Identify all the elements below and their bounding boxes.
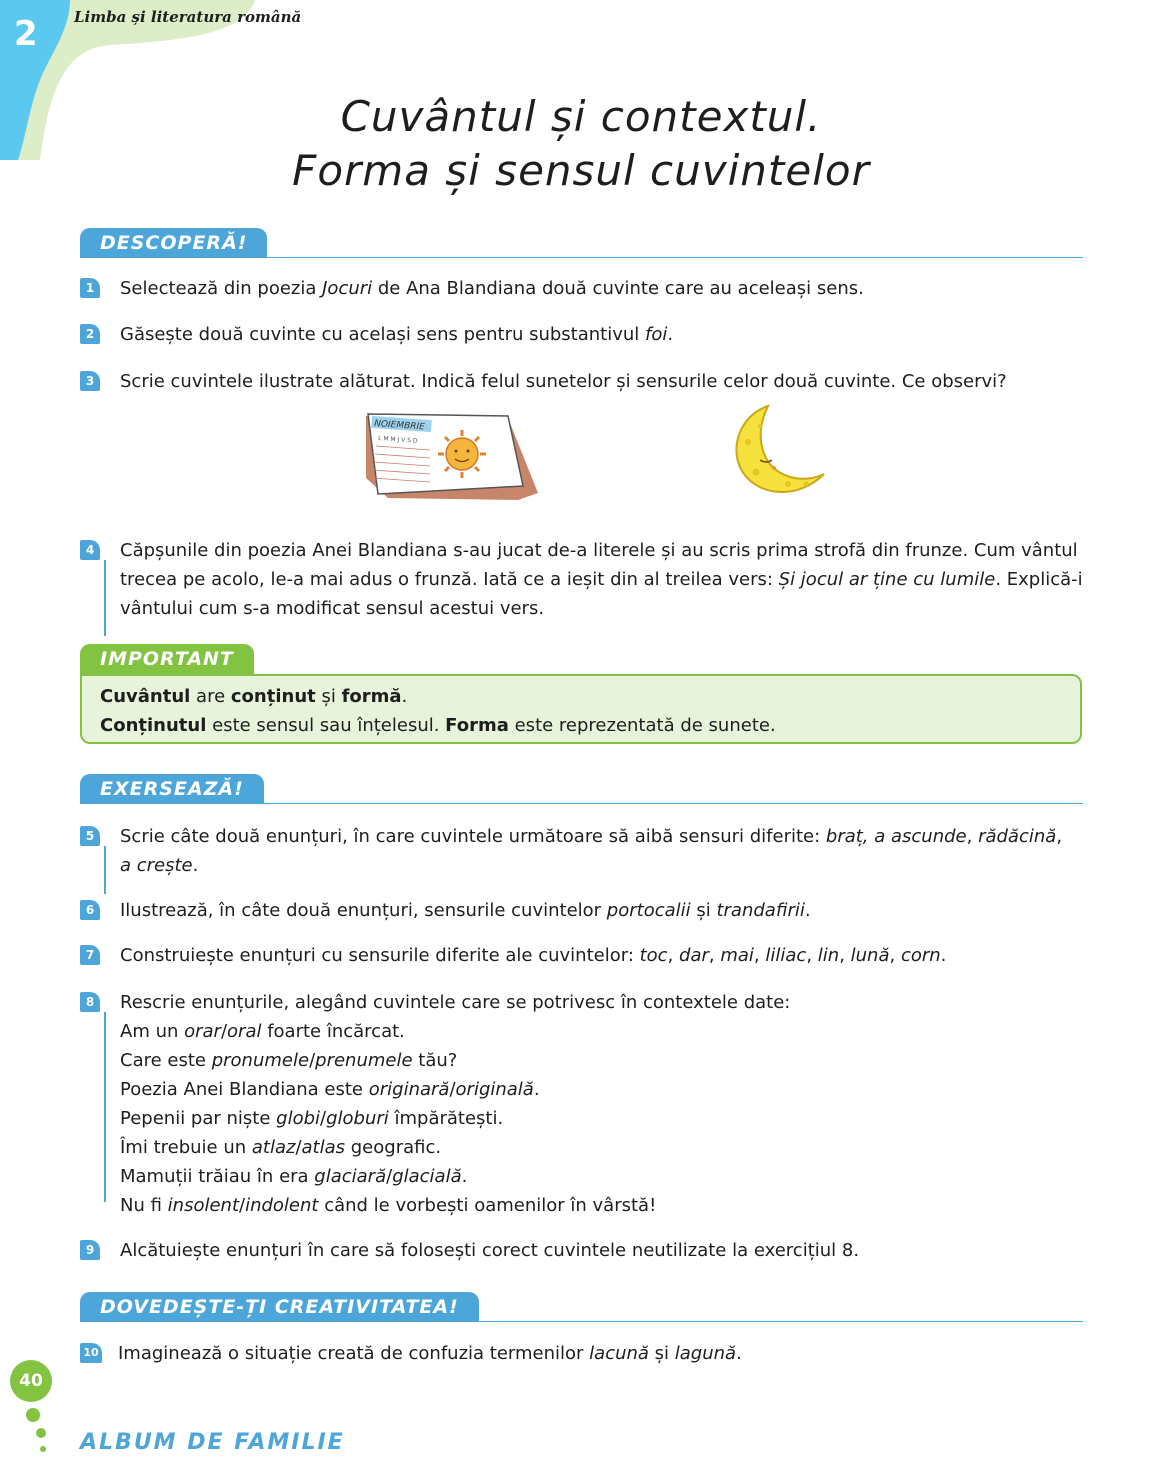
exercise-number: 9 <box>80 1240 100 1260</box>
exercise-8-line: Pepenii par niște globi/globuri împărătești. <box>120 1108 504 1129</box>
section-exerseaza-label: EXERSEAZĂ! <box>80 774 264 804</box>
calendar-month: NOIEMBRIE <box>373 419 426 433</box>
exercise-number: 8 <box>80 992 100 1012</box>
exercise-3 <box>80 367 1084 396</box>
exercise-8-line: Care este pronumele/prenumele tău? <box>120 1050 458 1071</box>
exercise-text: . Explică-i vântului cum s-a modificat sensul acestui vers. <box>120 569 1083 619</box>
exercise-number: 1 <box>80 278 100 298</box>
exercise-1 <box>80 274 1084 303</box>
exercise-text: Rescrie enunțurile, alegând cuvintele care se potrivesc în contextele date: <box>120 992 791 1013</box>
exercise-8-line: Nu fi insolent/indolent când le vorbești oamenilor în vârstă! <box>120 1195 657 1216</box>
exercise-8 <box>80 988 1084 1220</box>
exercise-9: 9 Alcătuiește enunțuri în care să folosești corect cuvintele neutilizate la exercițiul 8. <box>80 1236 1084 1265</box>
exercise-5: 5 Scrie câte două enunțuri, în care cuvintele următoare să aibă sensuri diferite: braț, a ascunde, rădăcină, a crește. <box>80 822 1084 880</box>
exercise-bar <box>104 1012 106 1202</box>
section-descopera <box>80 228 1083 258</box>
subject-name: Limba și literatura română <box>74 8 302 26</box>
exercise-number: 3 <box>80 371 100 391</box>
exercise-6: 6 Ilustrează, în câte două enunțuri, sensurile cuvintelor portocalii și trandafirii. <box>80 896 1084 925</box>
calendar-illustration <box>358 408 548 504</box>
important-box: Cuvântul are conținut și formă. Conținutul este sensul sau înțelesul. Forma este reprezentată de sunete. <box>80 674 1082 744</box>
exercise-number: 5 <box>80 826 100 846</box>
decorative-dot <box>36 1428 46 1438</box>
exercise-text: Scrie cuvintele ilustrate alăturat. Indică felul sunetelor și sensurile celor două cuvinte. Ce observi? <box>120 371 1007 392</box>
exercise-8-line: Mamuții trăiau în era glaciară/glacială. <box>120 1166 468 1187</box>
exercise-number: 4 <box>80 540 100 560</box>
exercise-number: 10 <box>80 1343 102 1363</box>
exercise-number: 6 <box>80 900 100 920</box>
chapter-number: 2 <box>14 14 38 54</box>
exercise-text-italic: Jocuri <box>322 278 373 299</box>
section-divider <box>80 803 1083 805</box>
exercise-7: 7 Construiește enunțuri cu sensurile diferite ale cuvintelor: toc, dar, mai, liliac, lin, lună, corn. <box>80 941 1084 970</box>
exercise-bar <box>104 846 106 894</box>
page-number: 40 <box>10 1360 52 1402</box>
section-divider <box>80 257 1083 259</box>
exercise-text: Găsește două cuvinte cu același sens pentru substantivul <box>120 324 646 345</box>
exercise-number: 2 <box>80 324 100 344</box>
section-descopera-label: DESCOPERĂ! <box>80 228 267 258</box>
exercise-text-italic: Și jocul ar ține cu lumile <box>778 569 996 590</box>
section-creativitate <box>80 1292 1083 1322</box>
section-exerseaza <box>80 774 1083 804</box>
footer-album-title: ALBUM DE FAMILIE <box>80 1430 345 1455</box>
exercise-text: de Ana Blandiana două cuvinte care au aceleași sens. <box>372 278 864 299</box>
decorative-dot <box>26 1408 40 1422</box>
section-important <box>80 644 250 674</box>
exercise-text: Selectează din poezia <box>120 278 323 299</box>
exercise-text-italic: foi <box>645 324 668 345</box>
exercise-2 <box>80 320 1084 349</box>
calendar-days: L M M J V S D <box>377 435 418 445</box>
exercise-bar <box>104 560 106 636</box>
moon-illustration <box>726 402 832 500</box>
exercise-text: Căpșunile din poezia Anei Blandiana s-au jucat de-a literele și au scris prima strofă din frunze. Cum vântul trecea pe acolo, le-a mai adus o frunză. Iată ce a ieșit din al treilea vers: <box>120 540 1078 590</box>
exercise-8-line: Îmi trebuie un atlaz/atlas geografic. <box>120 1137 442 1158</box>
page-title-line1: Cuvântul și contextul. <box>340 92 822 141</box>
page-title-line2: Forma și sensul cuvintelor <box>292 146 870 195</box>
exercise-8-line: Am un orar/oral foarte încărcat. <box>120 1021 405 1042</box>
exercise-8-line: Poezia Anei Blandiana este originară/originală. <box>120 1079 540 1100</box>
decorative-dot <box>40 1446 46 1452</box>
section-creativitate-label: DOVEDEȘTE-ȚI CREATIVITATEA! <box>80 1292 479 1322</box>
exercise-4 <box>80 536 1084 623</box>
section-divider <box>80 1321 1083 1323</box>
section-important-label: IMPORTANT <box>80 644 254 674</box>
exercise-10: 10 Imaginează o situație creată de confuzia termenilor lacună și lagună. <box>80 1339 1084 1368</box>
exercise-number: 7 <box>80 945 100 965</box>
exercise-text: . <box>667 324 674 345</box>
